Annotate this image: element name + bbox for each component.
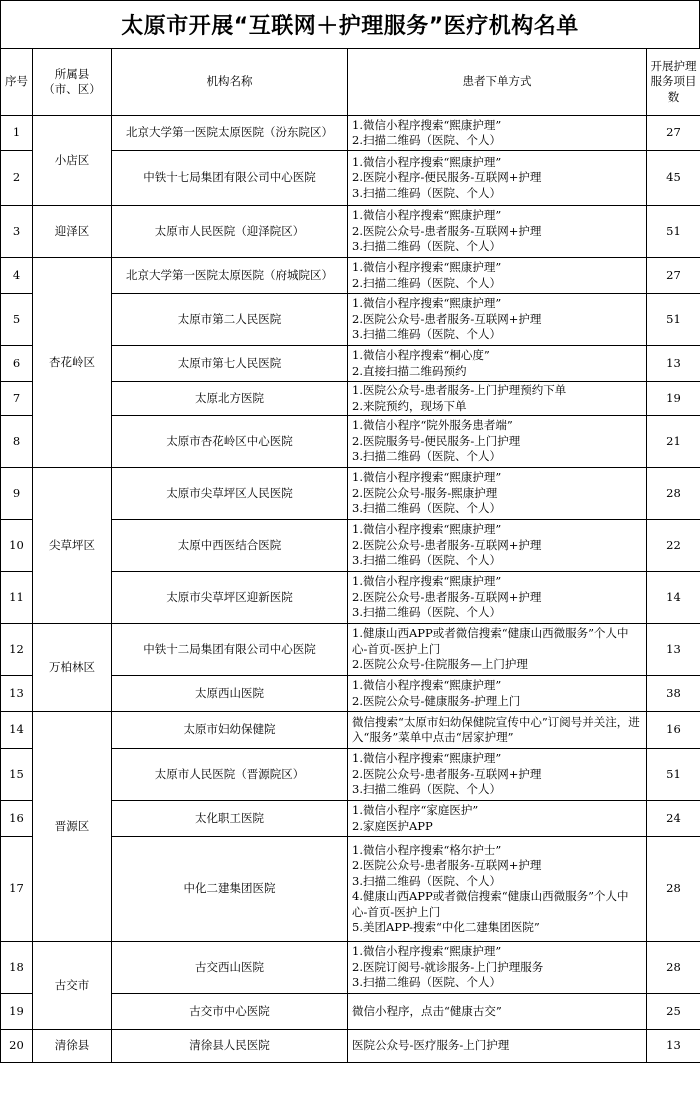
cell-seq: 15	[1, 749, 33, 801]
cell-district: 古交市	[33, 942, 112, 1030]
method-line: 3.扫描二维码（医院、个人）	[352, 449, 501, 464]
cell-institution: 太原市尖草坪区迎新医院	[112, 572, 348, 624]
method-line: 2.医院订阅号-就诊服务-上门护理服务	[352, 959, 544, 974]
method-line: 1.健康山西APP或者微信搜索“健康山西微服务”个人中心-首页-医护上门	[352, 626, 629, 656]
method-line: 2.医院公众号-健康服务-护理上门	[352, 693, 521, 708]
table-row	[1, 206, 700, 258]
header-district-label: 所属县（市、区）	[43, 66, 101, 96]
cell-count: 21	[647, 416, 700, 468]
cell-count: 28	[647, 468, 700, 520]
cell-seq: 2	[1, 151, 33, 206]
cell-seq: 14	[1, 712, 33, 749]
table-row	[1, 712, 700, 749]
page-title: 太原市开展“互联网＋护理服务”医疗机构名单	[0, 0, 700, 48]
cell-institution: 中铁十二局集团有限公司中心医院	[112, 624, 348, 676]
cell-institution: 中化二建集团医院	[112, 837, 348, 942]
table-row	[1, 258, 700, 294]
cell-method	[348, 294, 647, 346]
cell-seq: 9	[1, 468, 33, 520]
method-line: 2.医院公众号-患者服务-互联网+护理	[352, 311, 542, 326]
cell-method	[348, 801, 647, 837]
method-line: 微信搜索“太原市妇幼保健院宣传中心”订阅号并关注，进入“服务”菜单中点击“居家护理”	[352, 714, 640, 744]
cell-count: 27	[647, 116, 700, 151]
cell-district: 晋源区	[33, 712, 112, 942]
method-line: 1.微信小程序搜索“熙康护理”	[352, 751, 502, 766]
cell-institution: 太原市人民医院（迎泽院区）	[112, 206, 348, 258]
cell-district: 尖草坪区	[33, 468, 112, 624]
cell-seq: 4	[1, 258, 33, 294]
table-row	[1, 116, 700, 151]
cell-institution: 太化职工医院	[112, 801, 348, 837]
cell-count: 25	[647, 994, 700, 1030]
cell-method	[348, 712, 647, 749]
cell-method	[348, 837, 647, 942]
cell-seq: 13	[1, 676, 33, 712]
cell-institution: 古交市中心医院	[112, 994, 348, 1030]
method-line: 1.微信小程序搜索“熙康护理”	[352, 678, 502, 692]
method-line: 1.微信小程序搜索“熙康护理”	[352, 154, 502, 169]
cell-institution: 古交西山医院	[112, 942, 348, 994]
method-line: 2.家庭医护APP	[352, 818, 433, 833]
table-row	[1, 624, 700, 676]
cell-seq: 17	[1, 837, 33, 942]
cell-count: 45	[647, 151, 700, 206]
method-line: 3.扫描二维码（医院、个人）	[352, 501, 501, 516]
institution-table	[0, 48, 700, 1063]
cell-seq: 6	[1, 346, 33, 382]
header-district	[33, 49, 112, 116]
cell-seq: 1	[1, 116, 33, 151]
cell-count: 51	[647, 294, 700, 346]
cell-method	[348, 520, 647, 572]
method-line: 2.扫描二维码（医院、个人）	[352, 133, 501, 147]
cell-seq: 3	[1, 206, 33, 258]
cell-institution: 清徐县人民医院	[112, 1030, 348, 1063]
cell-method	[348, 346, 647, 382]
cell-institution: 中铁十七局集团有限公司中心医院	[112, 151, 348, 206]
cell-count: 28	[647, 942, 700, 994]
cell-institution: 太原西山医院	[112, 676, 348, 712]
cell-count: 16	[647, 712, 700, 749]
cell-method	[348, 676, 647, 712]
cell-seq: 16	[1, 801, 33, 837]
cell-institution: 太原市尖草坪区人民医院	[112, 468, 348, 520]
cell-seq: 8	[1, 416, 33, 468]
cell-method	[348, 994, 647, 1030]
cell-count: 28	[647, 837, 700, 942]
header-seq: 序号	[1, 49, 33, 116]
cell-institution: 太原中西医结合医院	[112, 520, 348, 572]
header-method: 患者下单方式	[348, 49, 647, 116]
cell-method	[348, 1030, 647, 1063]
cell-institution: 太原市第七人民医院	[112, 346, 348, 382]
method-line: 2.医院小程序-便民服务-互联网+护理	[352, 170, 542, 185]
cell-seq: 19	[1, 994, 33, 1030]
header-count-label: 开展护理服务项目数	[650, 58, 697, 104]
cell-method	[348, 206, 647, 258]
cell-method	[348, 572, 647, 624]
cell-institution: 北京大学第一医院太原医院（汾东院区）	[112, 116, 348, 151]
cell-method	[348, 749, 647, 801]
cell-count: 51	[647, 206, 700, 258]
cell-institution: 太原市第二人民医院	[112, 294, 348, 346]
cell-count: 24	[647, 801, 700, 837]
method-line: 2.医院公众号-患者服务-互联网+护理	[352, 223, 542, 238]
cell-count: 51	[647, 749, 700, 801]
method-line: 1.微信小程序“院外服务患者端”	[352, 418, 513, 433]
cell-method	[348, 942, 647, 994]
cell-count: 22	[647, 520, 700, 572]
cell-method	[348, 468, 647, 520]
method-line: 2.扫描二维码（医院、个人）	[352, 275, 501, 290]
cell-count: 13	[647, 346, 700, 382]
method-line: 微信小程序，点击“健康古交”	[352, 1003, 502, 1018]
table-body	[1, 116, 700, 1063]
cell-seq: 20	[1, 1030, 33, 1063]
table-row	[1, 942, 700, 994]
method-line: 1.微信小程序搜索“熙康护理”	[352, 296, 502, 311]
method-line: 1.微信小程序“家庭医护”	[352, 803, 479, 817]
cell-district: 迎泽区	[33, 206, 112, 258]
method-line: 3.扫描二维码（医院、个人）	[352, 975, 501, 990]
method-line: 3.扫描二维码（医院、个人）	[352, 327, 501, 342]
method-line: 1.微信小程序搜索“熙康护理”	[352, 117, 502, 132]
method-line: 2.来院预约，现场下单	[352, 398, 467, 413]
method-line: 4.健康山西APP或者微信搜索“健康山西微服务”个人中心-首页-医护上门	[352, 889, 629, 919]
method-line: 1.微信小程序搜索“熙康护理”	[352, 260, 502, 274]
method-line: 3.扫描二维码（医院、个人）	[352, 605, 501, 620]
cell-district: 杏花岭区	[33, 258, 112, 468]
cell-seq: 11	[1, 572, 33, 624]
cell-method	[348, 116, 647, 151]
cell-district: 万柏林区	[33, 624, 112, 712]
cell-count: 13	[647, 624, 700, 676]
method-line: 1.微信小程序搜索“桐心度”	[352, 348, 490, 362]
cell-seq: 10	[1, 520, 33, 572]
method-line: 1.微信小程序搜索“格尔护士”	[352, 842, 502, 857]
cell-district: 小店区	[33, 116, 112, 206]
cell-method	[348, 382, 647, 416]
cell-method	[348, 624, 647, 676]
method-line: 医院公众号-医疗服务-上门护理	[352, 1038, 510, 1053]
method-line: 1.微信小程序搜索“熙康护理”	[352, 470, 502, 485]
cell-district: 清徐县	[33, 1030, 112, 1063]
method-line: 2.直接扫描二维码预约	[352, 363, 467, 378]
cell-institution: 太原市妇幼保健院	[112, 712, 348, 749]
method-line: 2.医院公众号-服务-熙康护理	[352, 485, 498, 500]
method-line: 2.医院公众号-患者服务-互联网+护理	[352, 589, 542, 604]
cell-institution: 北京大学第一医院太原医院（府城院区）	[112, 258, 348, 294]
header-count	[647, 49, 700, 116]
cell-seq: 7	[1, 382, 33, 416]
cell-method	[348, 416, 647, 468]
method-line: 1.微信小程序搜索“熙康护理”	[352, 574, 502, 589]
cell-count: 27	[647, 258, 700, 294]
method-line: 3.扫描二维码（医院、个人）	[352, 239, 501, 254]
cell-count: 19	[647, 382, 700, 416]
cell-count: 38	[647, 676, 700, 712]
method-line: 3.扫描二维码（医院、个人）	[352, 185, 501, 200]
cell-seq: 18	[1, 942, 33, 994]
method-line: 1.医院公众号-患者服务-上门护理预约下单	[352, 383, 567, 397]
cell-method	[348, 258, 647, 294]
header-row	[1, 49, 700, 116]
cell-institution: 太原市杏花岭区中心医院	[112, 416, 348, 468]
method-line: 2.医院公众号-住院服务—上门护理	[352, 657, 528, 672]
cell-institution: 太原北方医院	[112, 382, 348, 416]
method-line: 2.医院服务号-便民服务-上门护理	[352, 433, 521, 448]
method-line: 5.美团APP-搜索“中化二建集团医院”	[352, 920, 540, 934]
method-line: 2.医院公众号-患者服务-互联网+护理	[352, 537, 542, 552]
method-line: 1.微信小程序搜索“熙康护理”	[352, 522, 502, 537]
method-line: 2.医院公众号-患者服务-互联网+护理	[352, 766, 542, 781]
cell-count: 13	[647, 1030, 700, 1063]
table-row	[1, 1030, 700, 1063]
cell-seq: 12	[1, 624, 33, 676]
cell-method	[348, 151, 647, 206]
header-institution: 机构名称	[112, 49, 348, 116]
cell-seq: 5	[1, 294, 33, 346]
method-line: 3.扫描二维码（医院、个人）	[352, 782, 501, 797]
table-row	[1, 468, 700, 520]
cell-institution: 太原市人民医院（晋源院区）	[112, 749, 348, 801]
cell-count: 14	[647, 572, 700, 624]
method-line: 2.医院公众号-患者服务-互联网+护理	[352, 858, 542, 872]
method-line: 1.微信小程序搜索“熙康护理”	[352, 208, 502, 223]
method-line: 1.微信小程序搜索“熙康护理”	[352, 944, 502, 959]
method-line: 3.扫描二维码（医院、个人）	[352, 873, 501, 888]
method-line: 3.扫描二维码（医院、个人）	[352, 553, 501, 568]
